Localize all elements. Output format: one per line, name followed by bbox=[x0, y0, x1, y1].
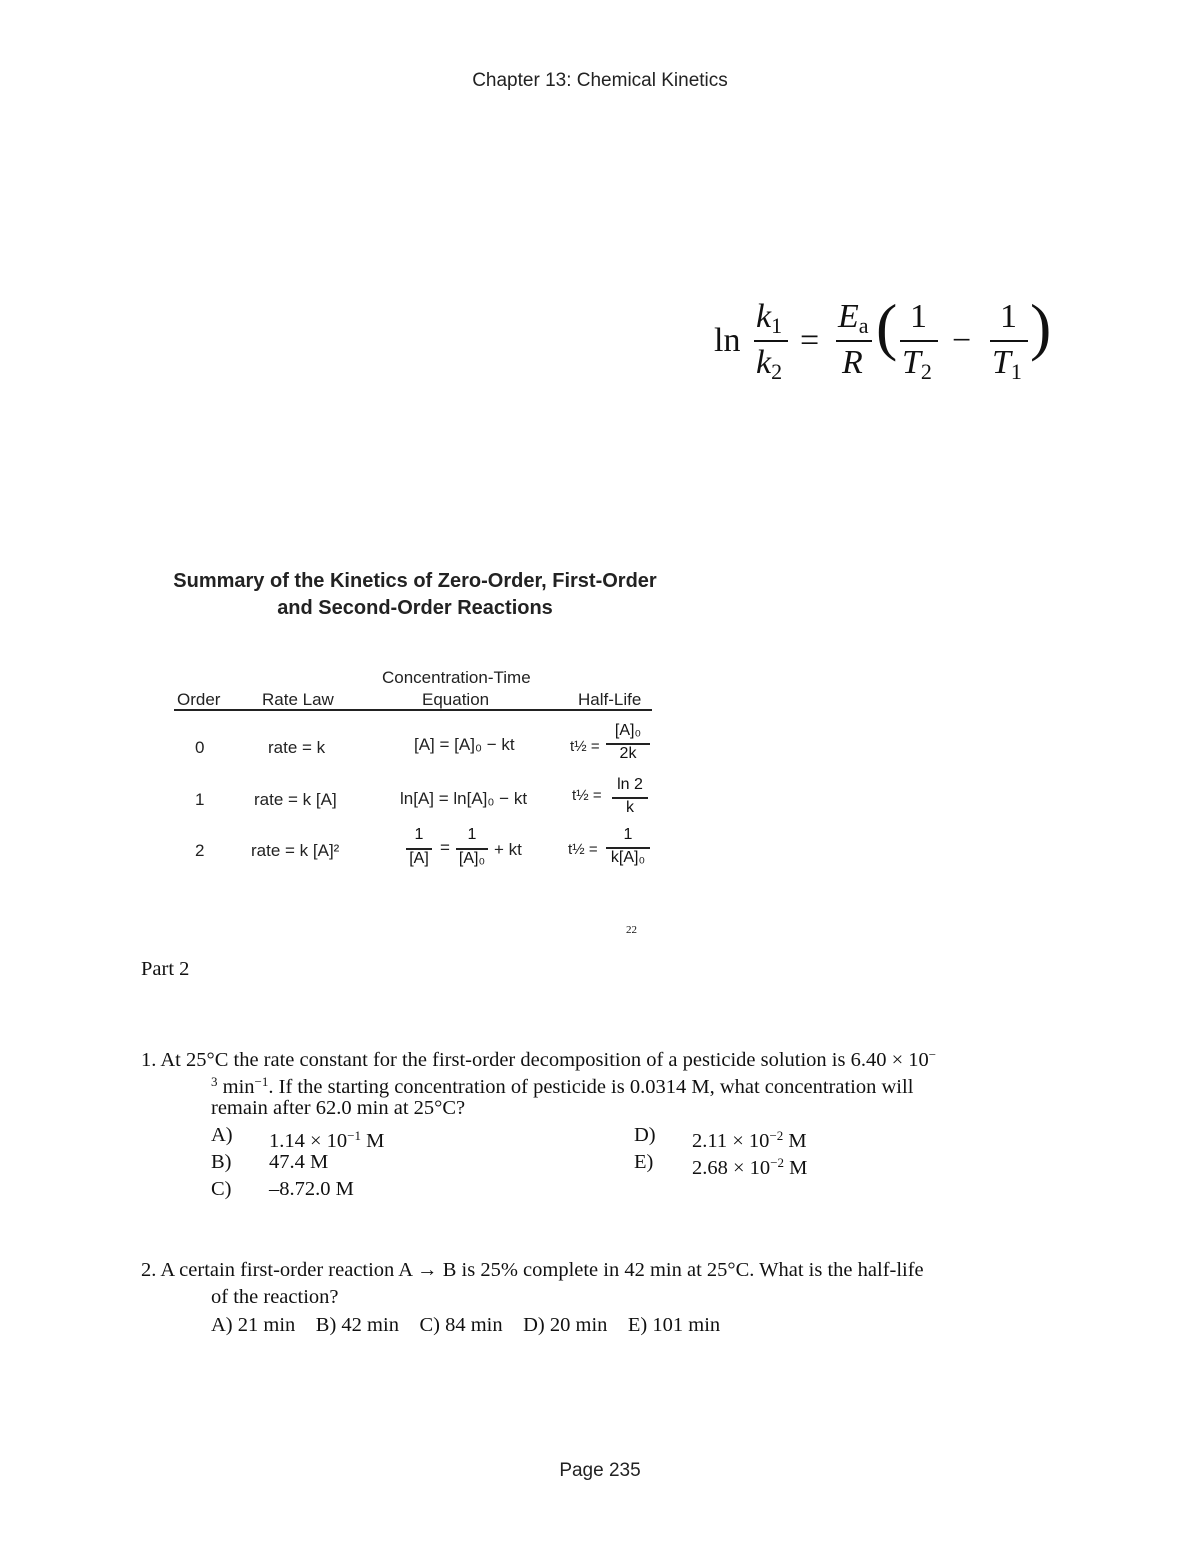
row-eq-den: [A] bbox=[409, 850, 429, 867]
eq-t1: $T_1$ bbox=[992, 344, 1022, 384]
row-rate-law: rate = k [A] bbox=[254, 790, 337, 809]
eq-one-a: 1 bbox=[910, 298, 927, 335]
question-number: 2. bbox=[141, 1259, 157, 1281]
option-e[interactable]: E) 101 min bbox=[627, 1314, 721, 1336]
row-eq-den: [A]₀ bbox=[458, 850, 486, 867]
question-2-options bbox=[211, 1312, 720, 1339]
eq-left-paren: ( bbox=[876, 291, 898, 362]
summary-title-line: Summary of the Kinetics of Zero-Order, First-Order bbox=[173, 570, 657, 592]
col-header-order: Order bbox=[177, 690, 221, 709]
eq-fraction-bar bbox=[754, 340, 788, 342]
chapter-header: Chapter 13: Chemical Kinetics bbox=[472, 70, 728, 91]
page-number: Page 235 bbox=[559, 1460, 641, 1481]
eq-right-paren: ) bbox=[1030, 291, 1052, 362]
col-header-equation: Equation bbox=[422, 690, 490, 709]
option-letter: B) bbox=[211, 1151, 232, 1173]
slide-number: 22 bbox=[626, 924, 637, 936]
eq-r: R bbox=[842, 344, 863, 381]
option-d[interactable] bbox=[634, 1122, 807, 1152]
summary-title bbox=[150, 568, 680, 622]
row-half-life-den: k[A]₀ bbox=[610, 849, 646, 866]
row-order: 0 bbox=[195, 738, 205, 757]
question-text: min bbox=[217, 1076, 255, 1098]
question-1-line-3: remain after 62.0 min at 25°C? bbox=[211, 1097, 466, 1119]
eq-one-b: 1 bbox=[1000, 298, 1017, 335]
row-equation: ln[A] = ln[A]₀ − kt bbox=[400, 789, 528, 808]
option-letter: A) bbox=[211, 1124, 233, 1146]
option-letter: D) bbox=[634, 1124, 656, 1146]
eq-fraction-bar bbox=[900, 340, 938, 342]
row-half-life-num: 1 bbox=[623, 826, 633, 843]
row-half-life-lhs: t½ = bbox=[570, 738, 600, 755]
eq-ea: $E_a$ bbox=[838, 298, 869, 338]
col-header-half-life: Half-Life bbox=[578, 690, 642, 709]
row-half-life-lhs: t½ = bbox=[568, 841, 598, 858]
option-b[interactable] bbox=[211, 1149, 329, 1176]
row-eq-num: 1 bbox=[414, 826, 424, 843]
question-sup: −1 bbox=[254, 1074, 269, 1089]
option-c[interactable]: C) 84 min bbox=[419, 1314, 503, 1336]
col-header-conc-time: Concentration-Time bbox=[382, 668, 531, 687]
arrhenius-equation bbox=[700, 290, 1060, 400]
eq-t2: $T_2$ bbox=[902, 344, 932, 384]
eq-fraction-bar bbox=[990, 340, 1028, 342]
row-half-life-den: k bbox=[626, 799, 634, 816]
part-heading: Part 2 bbox=[141, 958, 190, 980]
option-text: $1.14 \times 10^{-1}$ M bbox=[269, 1128, 385, 1152]
option-c[interactable] bbox=[211, 1176, 354, 1203]
row-half-life-num: ln 2 bbox=[617, 776, 643, 793]
row-eq-num: 1 bbox=[467, 826, 477, 843]
option-a[interactable]: A) 21 min bbox=[211, 1314, 296, 1336]
row-order: 2 bbox=[195, 841, 205, 860]
row-rate-law: rate = k bbox=[268, 738, 326, 757]
summary-title-line: and Second-Order Reactions bbox=[277, 597, 553, 619]
eq-k2: $k_2$ bbox=[756, 344, 783, 384]
question-sup: 3 bbox=[211, 1074, 218, 1089]
question-text: . If the starting concentration of pesticide is 0.0314 M, what concentration will bbox=[268, 1076, 914, 1098]
option-d[interactable]: D) 20 min bbox=[523, 1314, 608, 1336]
eq-fraction-bar bbox=[836, 340, 872, 342]
row-eq-equals: = bbox=[440, 838, 450, 857]
option-text: $2.68 \times 10^{-2}$ M bbox=[692, 1155, 808, 1179]
eq-k1: $k_1$ bbox=[756, 298, 783, 338]
option-letter: C) bbox=[211, 1178, 232, 1200]
row-equation: [A] = [A]₀ − kt bbox=[414, 735, 515, 754]
row-order: 1 bbox=[195, 790, 205, 809]
option-text: –8.72.0 M bbox=[269, 1178, 354, 1200]
question-2-line-2: of the reaction? bbox=[211, 1286, 339, 1308]
option-b[interactable]: B) 42 min bbox=[315, 1314, 399, 1336]
option-text: 47.4 M bbox=[269, 1151, 329, 1173]
question-number: 1. bbox=[141, 1049, 157, 1071]
row-half-life-den: 2k bbox=[619, 745, 637, 762]
col-header-rate-law: Rate Law bbox=[262, 690, 334, 709]
question-text: At 25°C the rate constant for the first-order decomposition of a pesticide solution is 6.40 × 10 bbox=[160, 1049, 929, 1071]
option-text: $2.11 \times 10^{-2}$ M bbox=[692, 1128, 807, 1152]
row-rate-law: rate = k [A]² bbox=[251, 841, 340, 860]
option-letter: E) bbox=[634, 1151, 654, 1173]
option-e[interactable] bbox=[634, 1149, 808, 1179]
question-2-line-1 bbox=[141, 1257, 924, 1284]
eq-equals: = bbox=[800, 322, 820, 359]
row-half-life-lhs: t½ = bbox=[572, 787, 602, 804]
option-a[interactable] bbox=[211, 1122, 385, 1152]
row-half-life-num: [A]₀ bbox=[614, 722, 642, 739]
question-sup: − bbox=[928, 1047, 937, 1062]
row-eq-tail: + kt bbox=[494, 840, 522, 859]
table-header-rule bbox=[174, 709, 652, 711]
eq-ln: ln bbox=[714, 322, 741, 359]
question-text: A certain first-order reaction A → B is 25% complete in 42 min at 25°C. What is the half-life bbox=[160, 1259, 924, 1281]
eq-minus: − bbox=[952, 322, 972, 359]
